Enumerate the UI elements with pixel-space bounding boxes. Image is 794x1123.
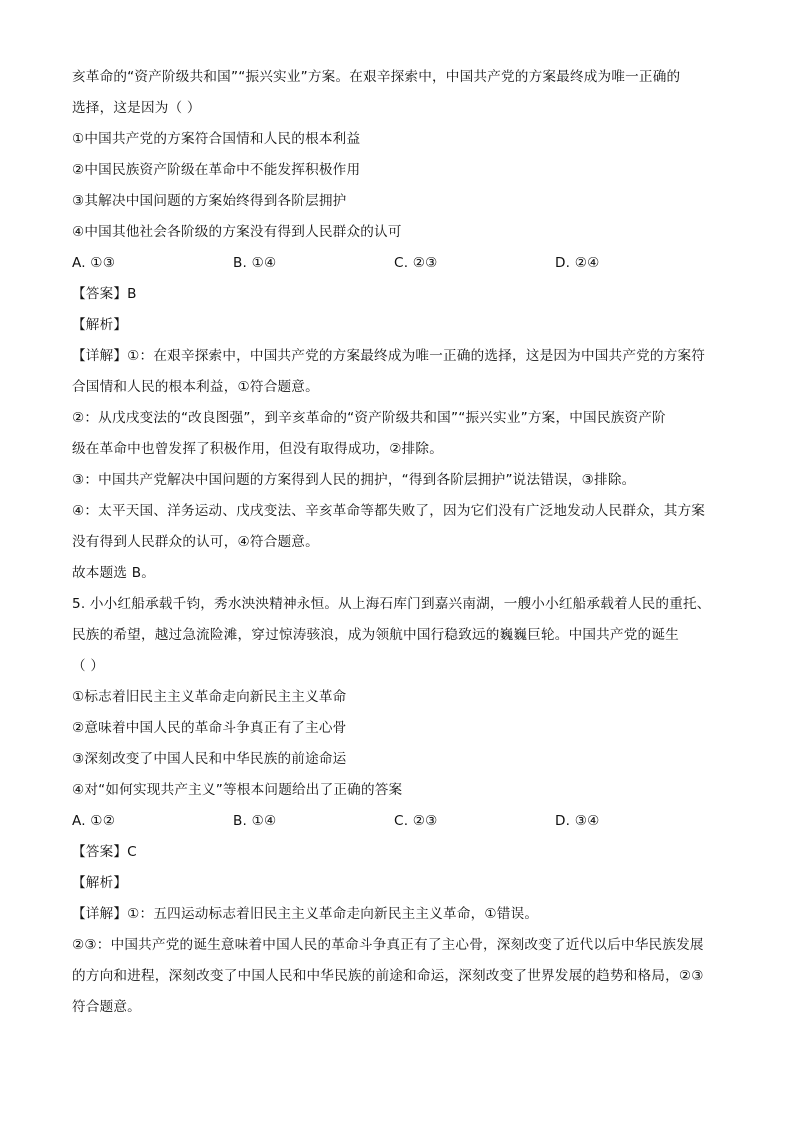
- q5-analysis-line-1: 【详解】①：五四运动标志着旧民主主义革命走向新民主主义革命，①错误。: [72, 906, 539, 922]
- question-5: [72, 589, 724, 1023]
- q5-option-c: C. ②③: [394, 813, 438, 829]
- q4-analysis-line-4: 级在革命中也曾发挥了积极作用，但没有取得成功，②排除。: [72, 441, 444, 457]
- question-4: [72, 62, 724, 589]
- q5-option-b: B. ①④: [233, 813, 277, 829]
- q4-analysis-line-1: 【详解】①：在艰辛探索中，中国共产党的方案最终成为唯一正确的选择，这是因为中国共产党的方案符: [72, 348, 706, 364]
- q5-option-d: D. ③④: [555, 813, 600, 829]
- q5-analysis-label: 【解析】: [72, 875, 128, 891]
- q5-analysis-line-2: ②③：中国共产党的诞生意味着中国人民的革命斗争真正有了主心骨，深刻改变了近代以后中华民族发展: [72, 937, 704, 953]
- q4-option-b: B. ①④: [233, 255, 277, 271]
- q4-stem-line-2: 选择，这是因为（ ）: [72, 100, 201, 116]
- q4-option-d: D. ②④: [555, 255, 600, 271]
- q4-option-a: A. ①③: [72, 255, 116, 271]
- q5-statement-1: ①标志着旧民主主义革命走向新民主主义革命: [72, 689, 347, 705]
- q4-analysis-line-6: ④：太平天国、洋务运动、戊戌变法、辛亥革命等都失败了，因为它们没有广泛地发动人民群众，其方案: [72, 503, 706, 519]
- q5-options: [72, 806, 724, 837]
- q4-analysis-line-2: 合国情和人民的根本利益，①符合题意。: [72, 379, 319, 395]
- q4-analysis-line-8: 故本题选 B。: [72, 565, 156, 581]
- q4-statement-1: ①中国共产党的方案符合国情和人民的根本利益: [72, 131, 361, 147]
- q5-statement-3: ③深刻改变了中国人民和中华民族的前途命运: [72, 751, 347, 767]
- q5-answer: 【答案】C: [72, 844, 137, 860]
- q4-option-c: C. ②③: [394, 255, 438, 271]
- q4-analysis-line-3: ②：从戊戌变法的“改良图强”，到辛亥革命的“资产阶级共和国”“振兴实业”方案，中国民族资产阶: [72, 410, 666, 426]
- q4-stem-line-1: 亥革命的“资产阶级共和国”“振兴实业”方案。在艰辛探索中，中国共产党的方案最终成为唯一正确的: [72, 69, 681, 85]
- q5-analysis-line-4: 符合题意。: [72, 999, 141, 1015]
- q4-statement-2: ②中国民族资产阶级在革命中不能发挥积极作用: [72, 162, 361, 178]
- q5-stem-line-1: 5. 小小红船承载千钧，秀水泱泱精神永恒。从上海石库门到嘉兴南湖，一艘小小红船承载着人民的重托、: [72, 596, 711, 612]
- q4-statement-4: ④中国其他社会各阶级的方案没有得到人民群众的认可: [72, 224, 402, 240]
- q4-answer: 【答案】B: [72, 286, 137, 302]
- q5-statement-2: ②意味着中国人民的革命斗争真正有了主心骨: [72, 720, 347, 736]
- q4-analysis-label: 【解析】: [72, 317, 128, 333]
- q4-analysis-line-7: 没有得到人民群众的认可，④符合题意。: [72, 534, 319, 550]
- q4-options: [72, 248, 724, 279]
- q5-analysis-line-3: 的方向和进程，深刻改变了中国人民和中华民族的前途和命运，深刻改变了世界发展的趋势和格局，②③: [72, 968, 704, 984]
- q5-statement-4: ④对“如何实现共产主义”等根本问题给出了正确的答案: [72, 782, 403, 798]
- q5-option-a: A. ①②: [72, 813, 116, 829]
- q5-stem-line-3: （ ）: [72, 658, 105, 674]
- q4-analysis-line-5: ③：中国共产党解决中国问题的方案得到人民的拥护，“得到各阶层拥护”说法错误，③排除。: [72, 472, 636, 488]
- document-page: [72, 62, 724, 1023]
- q4-statement-3: ③其解决中国问题的方案始终得到各阶层拥护: [72, 193, 347, 209]
- q5-stem-line-2: 民族的希望，越过急流险滩，穿过惊涛骇浪，成为领航中国行稳致远的巍巍巨轮。中国共产党的诞生: [72, 627, 679, 643]
